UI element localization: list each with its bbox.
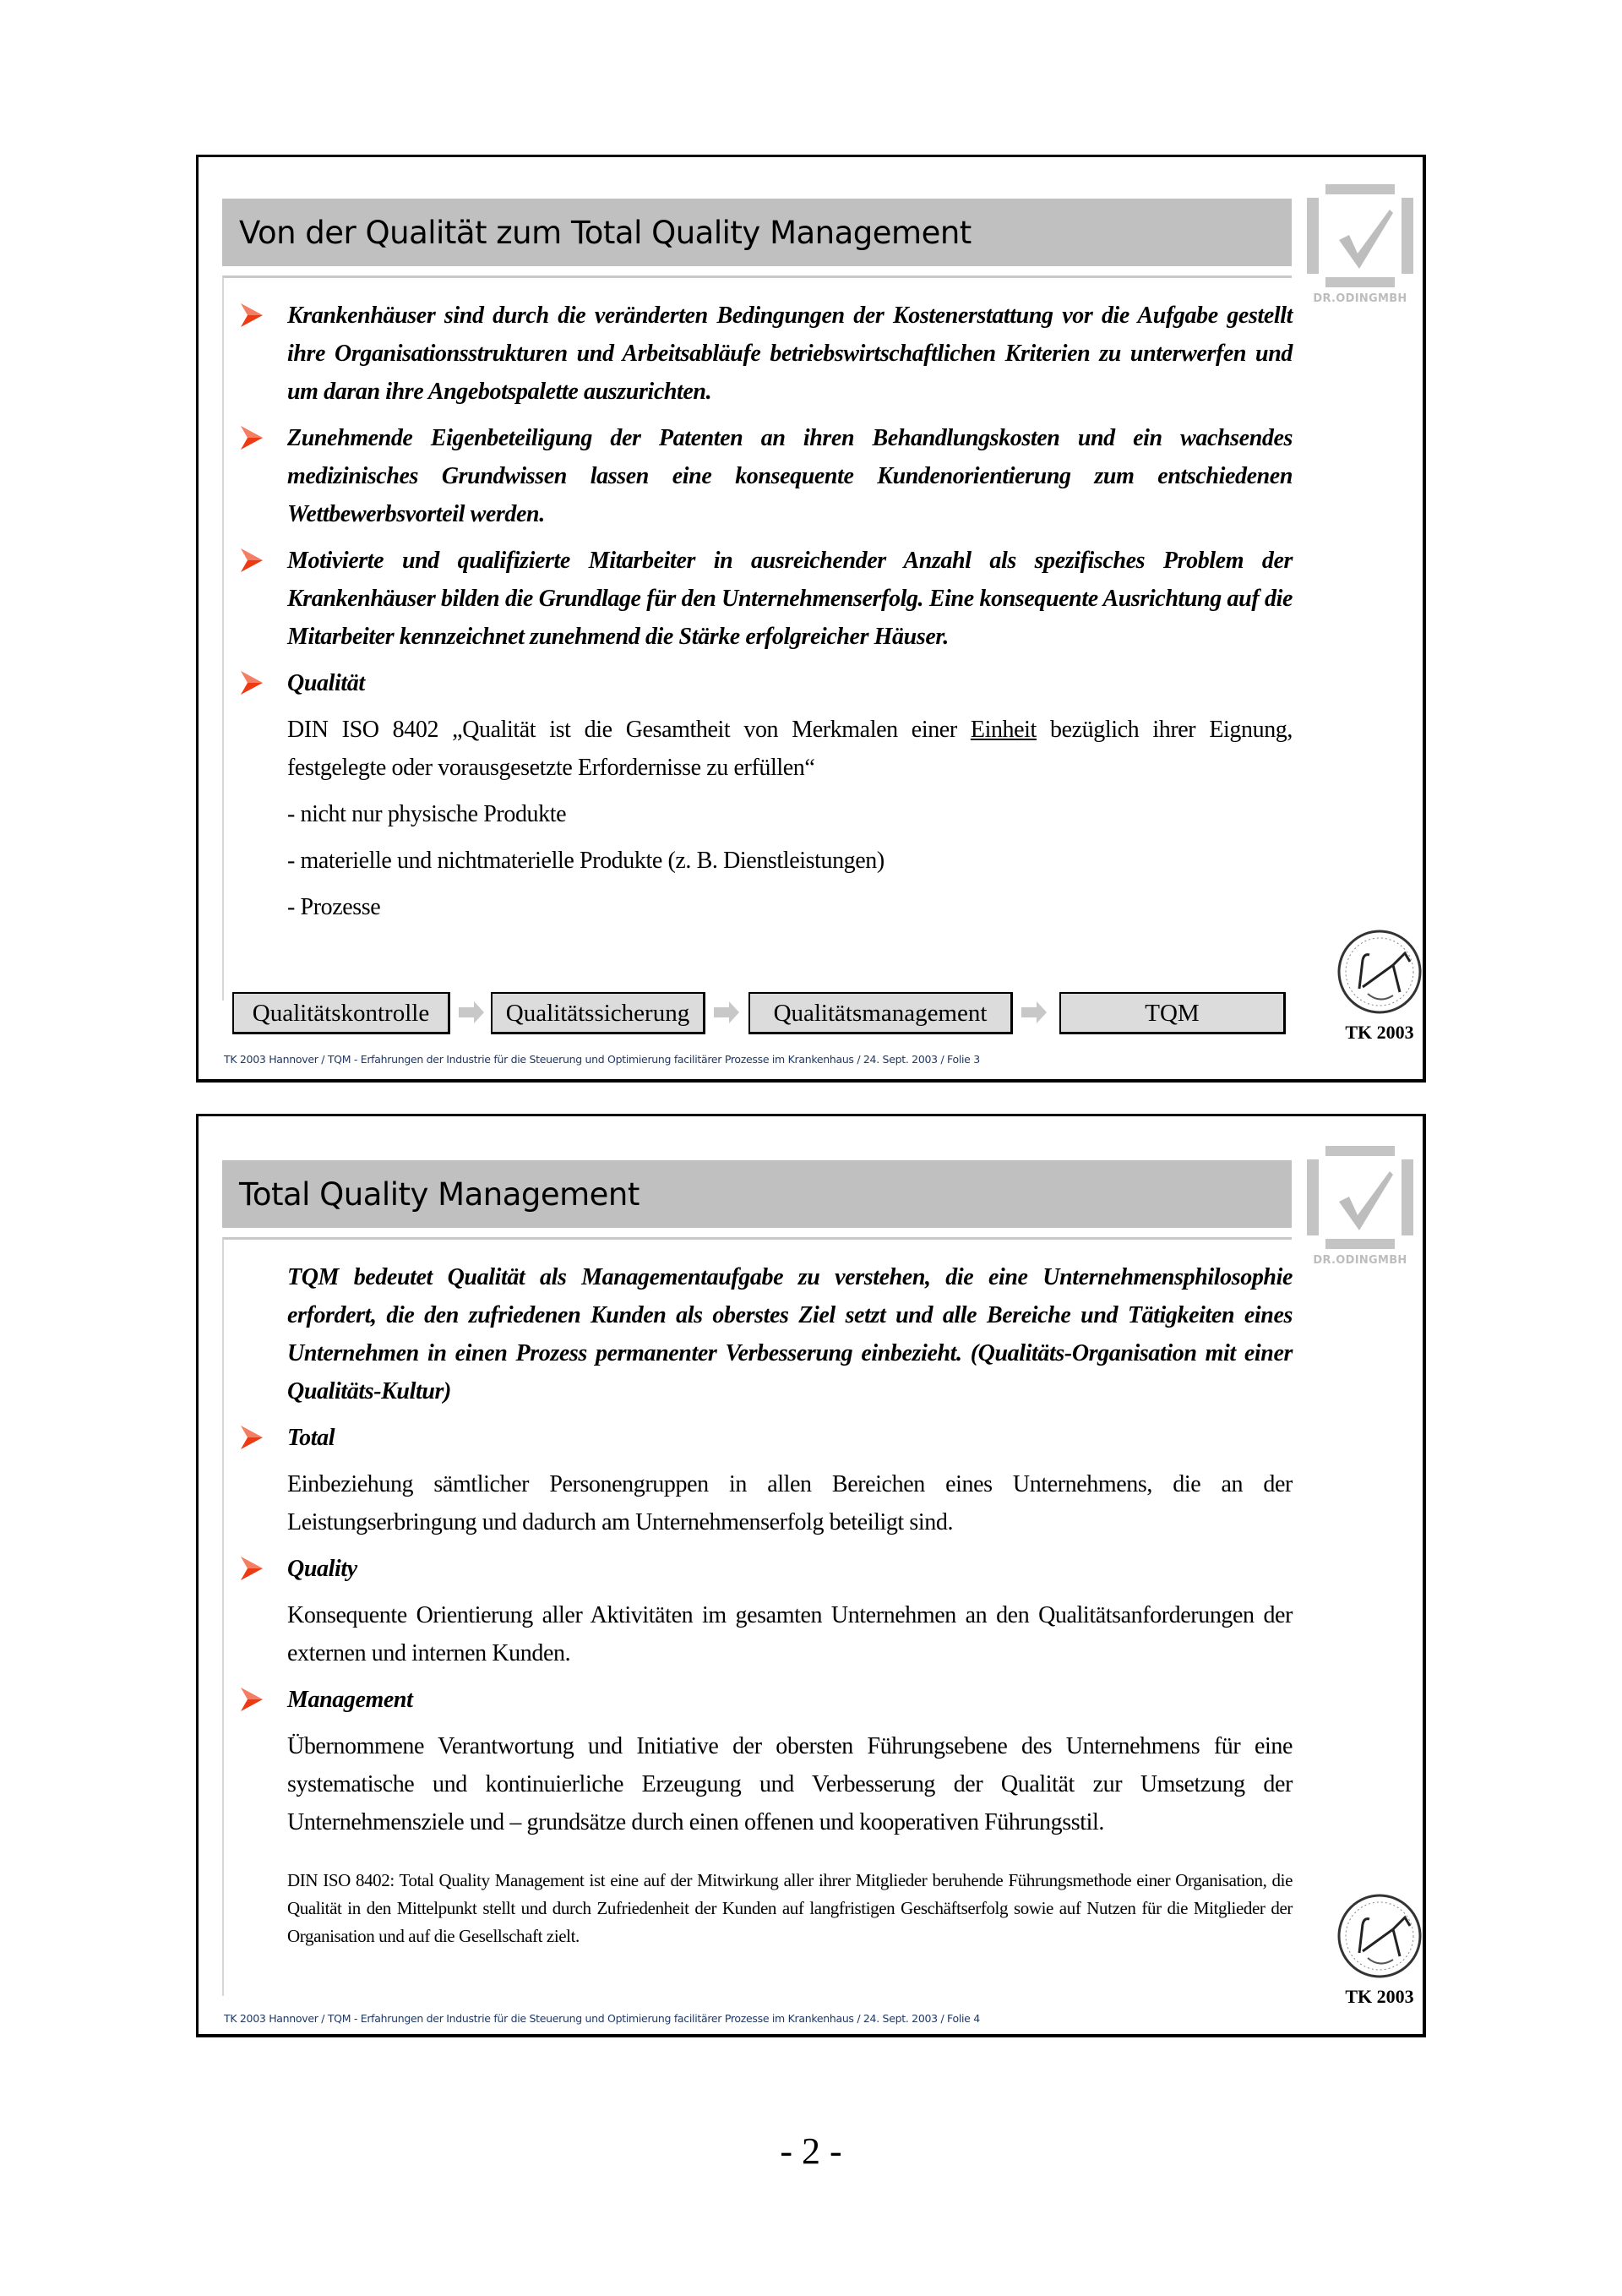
flow-step-qualitaetsmanagement: Qualitätsmanagement (748, 992, 1013, 1034)
bullet-item (241, 542, 1293, 656)
red-arrowhead-bullet-icon (241, 548, 263, 572)
iso-definition: DIN ISO 8402 „Qualität ist die Gesamtheit von Merkmalen einer Einheit bezüglich ihrer Eignung, festgelegte oder vorausgesetzte Erfordernisse zu erfüllen“ (287, 717, 1293, 781)
red-arrowhead-bullet-icon (241, 426, 263, 450)
red-arrowhead-bullet-icon (241, 1426, 263, 1449)
circular-seal-emblem-icon (1334, 928, 1425, 1016)
slide-body (241, 297, 1293, 926)
slide-footer: TK 2003 Hannover / TQM - Erfahrungen der Industrie für die Steuerung und Optimierung facilitärer Prozesse im Krankenhaus / 24. Sept. 2003 / Folie 3 (224, 1053, 980, 1066)
bullet-text: Motivierte und qualifizierte Mitarbeiter in ausreichender Anzahl als spezifisches Problem der Krankenhäuser bilden die Grundlage für den Unternehmenserfolg. Eine konsequente Ausrichtung auf die Mitarbeiter kennzeichnet zunehmend die Stärke erfolgreicher Häuser. (287, 548, 1293, 650)
slide-body (241, 1258, 1293, 1950)
section-text: Übernommene Verantwortung und Initiative der obersten Führungsebene des Unternehmens für eine systematische und kontinuierliche Erzeugung und Verbesserung der Qualität zur Umsetzung der Unternehmensziele und – grundsätze durch einen offenen und kooperativen Führungsstil. (287, 1733, 1293, 1835)
flow-step-qualitaetssicherung: Qualitätssicherung (491, 992, 705, 1034)
flow-step-tqm: TQM (1059, 992, 1286, 1034)
bullet-item (241, 419, 1293, 533)
bullet-text: Krankenhäuser sind durch die veränderten Bedingungen der Kostenerstattung vor die Aufgabe gestellt ihre Organisationsstrukturen und Arbeitsabläufe betriebswirtschaftlichen Kriterien zu unterwerfen und um daran ihre Angebotspalette auszurichten. (287, 303, 1293, 405)
section-heading-management (241, 1681, 1293, 1719)
bullet-item-qualitaet (241, 664, 1293, 702)
company-logo (1307, 1146, 1413, 1267)
seal-label: TK 2003 (1345, 1986, 1414, 2007)
section-heading-quality (241, 1550, 1293, 1588)
gray-right-arrow-icon (714, 1001, 739, 1023)
red-arrowhead-bullet-icon (241, 1557, 263, 1580)
gray-right-arrow-icon (1021, 1001, 1047, 1023)
logo-text: DR.ODINGMBH (1313, 1254, 1407, 1267)
circular-seal-emblem-icon (1334, 1892, 1425, 1980)
section-text: Konsequente Orientierung aller Aktivitäten im gesamten Unternehmen an den Qualitätsanforderungen der externen und internen Kunden. (287, 1602, 1293, 1666)
checkmark-box-logo-icon (1307, 1146, 1413, 1249)
slide-footer: TK 2003 Hannover / TQM - Erfahrungen der Industrie für die Steuerung und Optimierung facilitärer Prozesse im Krankenhaus / 24. Sept. 2003 / Folie 4 (224, 2012, 980, 2025)
seal-label: TK 2003 (1345, 1022, 1414, 1043)
section-heading: Total (287, 1425, 335, 1451)
gray-right-arrow-icon (459, 1001, 484, 1023)
slide-title-bar (222, 1160, 1292, 1228)
company-logo (1307, 184, 1413, 305)
bullet-text: Zunehmende Eigenbeteiligung der Patenten an ihren Behandlungskosten und ein wachsendes medizinisches Grundwissen lassen eine konsequente Kundenorientierung zum entschiedenen Wettbewerbsvorteil werden. (287, 425, 1293, 527)
section-heading: Quality (287, 1556, 357, 1582)
section-heading: Management (287, 1687, 413, 1713)
bullet-item (241, 297, 1293, 411)
flow-step-qualitaetskontrolle: Qualitätskontrolle (232, 992, 450, 1034)
page-number: - 2 - (780, 2130, 842, 2172)
seal (1334, 1892, 1425, 2008)
checkmark-box-logo-icon (1307, 184, 1413, 287)
intro-text: TQM bedeutet Qualität als Managementaufgabe zu verstehen, die eine Unternehmensphilosophie erfordert, die den zufriedenen Kunden als oberstes Ziel setzt und alle Bereiche und Tätigkeiten eines Unternehmen in einen Prozess permanenter Verbesserung einbezieht. (Qualitäts-Organisation mit einer Qualitäts-Kultur) (287, 1264, 1293, 1404)
section-heading-total (241, 1419, 1293, 1457)
slide-title-bar (222, 199, 1292, 266)
seal (1334, 928, 1425, 1044)
bullet-heading: Qualität (287, 670, 365, 696)
slide-title: Von der Qualität zum Total Quality Management (239, 215, 972, 251)
section-text: Einbeziehung sämtlicher Personengruppen in allen Bereichen eines Unternehmens, die an der Leistungserbringung und dadurch am Unternehmenserfolg beteiligt sind. (287, 1471, 1293, 1535)
logo-text: DR.ODINGMBH (1313, 292, 1407, 305)
red-arrowhead-bullet-icon (241, 303, 263, 327)
tqm-intro (241, 1258, 1293, 1410)
list-item: - nicht nur physische Produkte (287, 801, 567, 827)
list-item: - Prozesse (287, 894, 381, 920)
list-item: - materielle und nichtmaterielle Produkte (z. B. Dienstleistungen) (287, 848, 884, 874)
slide-folie-3 (196, 155, 1426, 1083)
slide-title: Total Quality Management (239, 1176, 640, 1213)
slide-folie-4 (196, 1114, 1426, 2037)
red-arrowhead-bullet-icon (241, 1688, 263, 1711)
iso-tqm-note: DIN ISO 8402: Total Quality Management ist eine auf der Mitwirkung aller ihrer Mitglieder beruhende Führungsmethode einer Organisation, die Qualität in den Mittelpunkt stellt und durch Zufriedenheit der Kunden auf langfristigen Geschäftserfolg sowie auf Nutzen für die Mitglieder der Organisation und auf die Gesellschaft zielt. (287, 1870, 1293, 1946)
underlined-term: Einheit (970, 717, 1037, 743)
red-arrowhead-bullet-icon (241, 671, 263, 695)
